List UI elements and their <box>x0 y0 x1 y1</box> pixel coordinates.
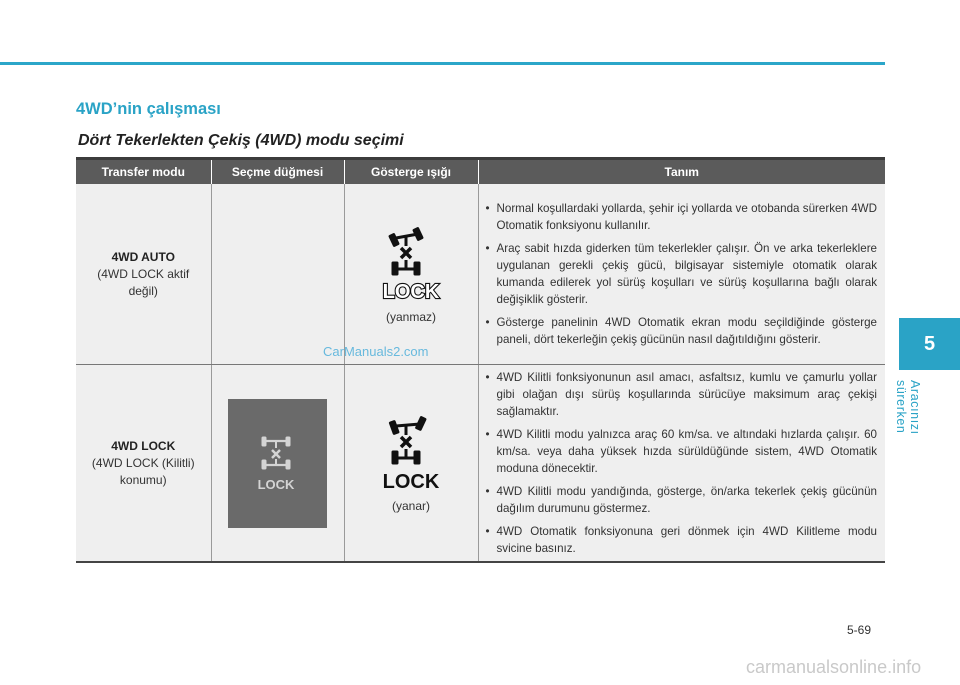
4wd-lock-indicator-icon <box>376 413 446 493</box>
top-rule <box>0 62 885 65</box>
description-item: • Araç sabit hızda giderken tüm tekerlekler çalışır. Ön ve arka tekerleklere uygulanan gerekli çekiş gücü, bilgisayar sistemiyle otomatik olarak kumanda edilerek yol sürüş koşulları ve sürüş koşullarına bağlı olarak değişiklik gösterir. <box>485 240 878 308</box>
mode-subtitle: (4WD LOCK aktif değil) <box>97 266 190 298</box>
header-select-button: Seçme düğmesi <box>211 159 344 185</box>
description-item: • 4WD Kilitli fonksiyonunun asıl amacı, asfaltsız, kumlu ve çamurlu yollar gibi olağan dışı sürüş koşullarında sürücüye maksimum araç çekişi sağlamaktır. <box>485 369 878 420</box>
watermark-carmanuals: CarManuals2.com <box>323 344 429 359</box>
header-indicator-light: Gösterge ışığı <box>344 159 478 185</box>
description-list <box>485 200 878 348</box>
chapter-tab[interactable] <box>899 318 960 370</box>
subsection-title: Dört Tekerlekten Çekiş (4WD) modu seçimi <box>78 132 404 149</box>
mode-name: 4WD LOCK <box>111 438 176 453</box>
mode-subtitle: (4WD LOCK (Kilitli) konumu) <box>91 455 195 487</box>
4wd-lock-button[interactable] <box>228 399 327 528</box>
header-transfer-mode: Transfer modu <box>76 159 211 185</box>
chapter-label: Aracınızı sürerken <box>894 380 922 435</box>
mode-cell-lock <box>76 365 211 563</box>
description-cell-lock <box>478 365 885 563</box>
description-cell-auto <box>478 184 885 365</box>
table-row <box>76 184 885 365</box>
description-item: • 4WD Kilitli modu yalnızca araç 60 km/sa. ve altındaki hızlarda çalışır. 60 km/sa. veya daha yüksek hızda sürüldüğünde sistem, 4WD Otomatik moduna dönecektir. <box>485 426 878 477</box>
description-item: • 4WD Kilitli modu yandığında, gösterge, ön/arka tekerlek çekiş gücünün dağılım durumunu göstermez. <box>485 483 878 517</box>
description-item: • Normal koşullardaki yollarda, şehir içi yollarda ve otobanda sürerken 4WD Otomatik fonksiyonu kullanılır. <box>485 200 878 234</box>
lamp-cell-lock <box>344 365 478 563</box>
lamp-state: (yanmaz) <box>385 310 436 324</box>
button-cell-lock <box>211 365 344 563</box>
button-lock-text: LOCK <box>257 476 295 492</box>
page-number: 5-69 <box>847 623 872 637</box>
mode-cell-auto <box>76 184 211 365</box>
footer-watermark: carmanualsonline.info <box>746 657 922 677</box>
4wd-lock-indicator-icon <box>376 224 446 304</box>
4wd-lock-button-icon <box>256 433 300 495</box>
4wd-mode-table <box>76 157 885 563</box>
lamp-cell-auto <box>344 184 478 365</box>
table-header-row <box>76 159 885 185</box>
description-list <box>485 369 878 557</box>
header-description: Tanım <box>478 159 885 185</box>
description-item: • 4WD Otomatik fonksiyonuna geri dönmek için 4WD Kilitleme modu svicine basınız. <box>485 523 878 557</box>
section-title: 4WD’nin çalışması <box>76 100 221 118</box>
button-cell-empty <box>211 184 344 365</box>
table-row <box>76 365 885 563</box>
lamp-state: (yanar) <box>391 499 430 513</box>
mode-name: 4WD AUTO <box>111 249 175 264</box>
chapter-number: 5 <box>923 333 936 355</box>
lamp-lock-text: LOCK <box>382 471 440 493</box>
lamp-lock-text: LOCK <box>382 281 440 303</box>
description-item: • Gösterge panelinin 4WD Otomatik ekran modu seçildiğinde gösterge paneli, dört tekerleğin çekiş gücünün nasıl dağıtıldığını gösterir. <box>485 314 878 348</box>
